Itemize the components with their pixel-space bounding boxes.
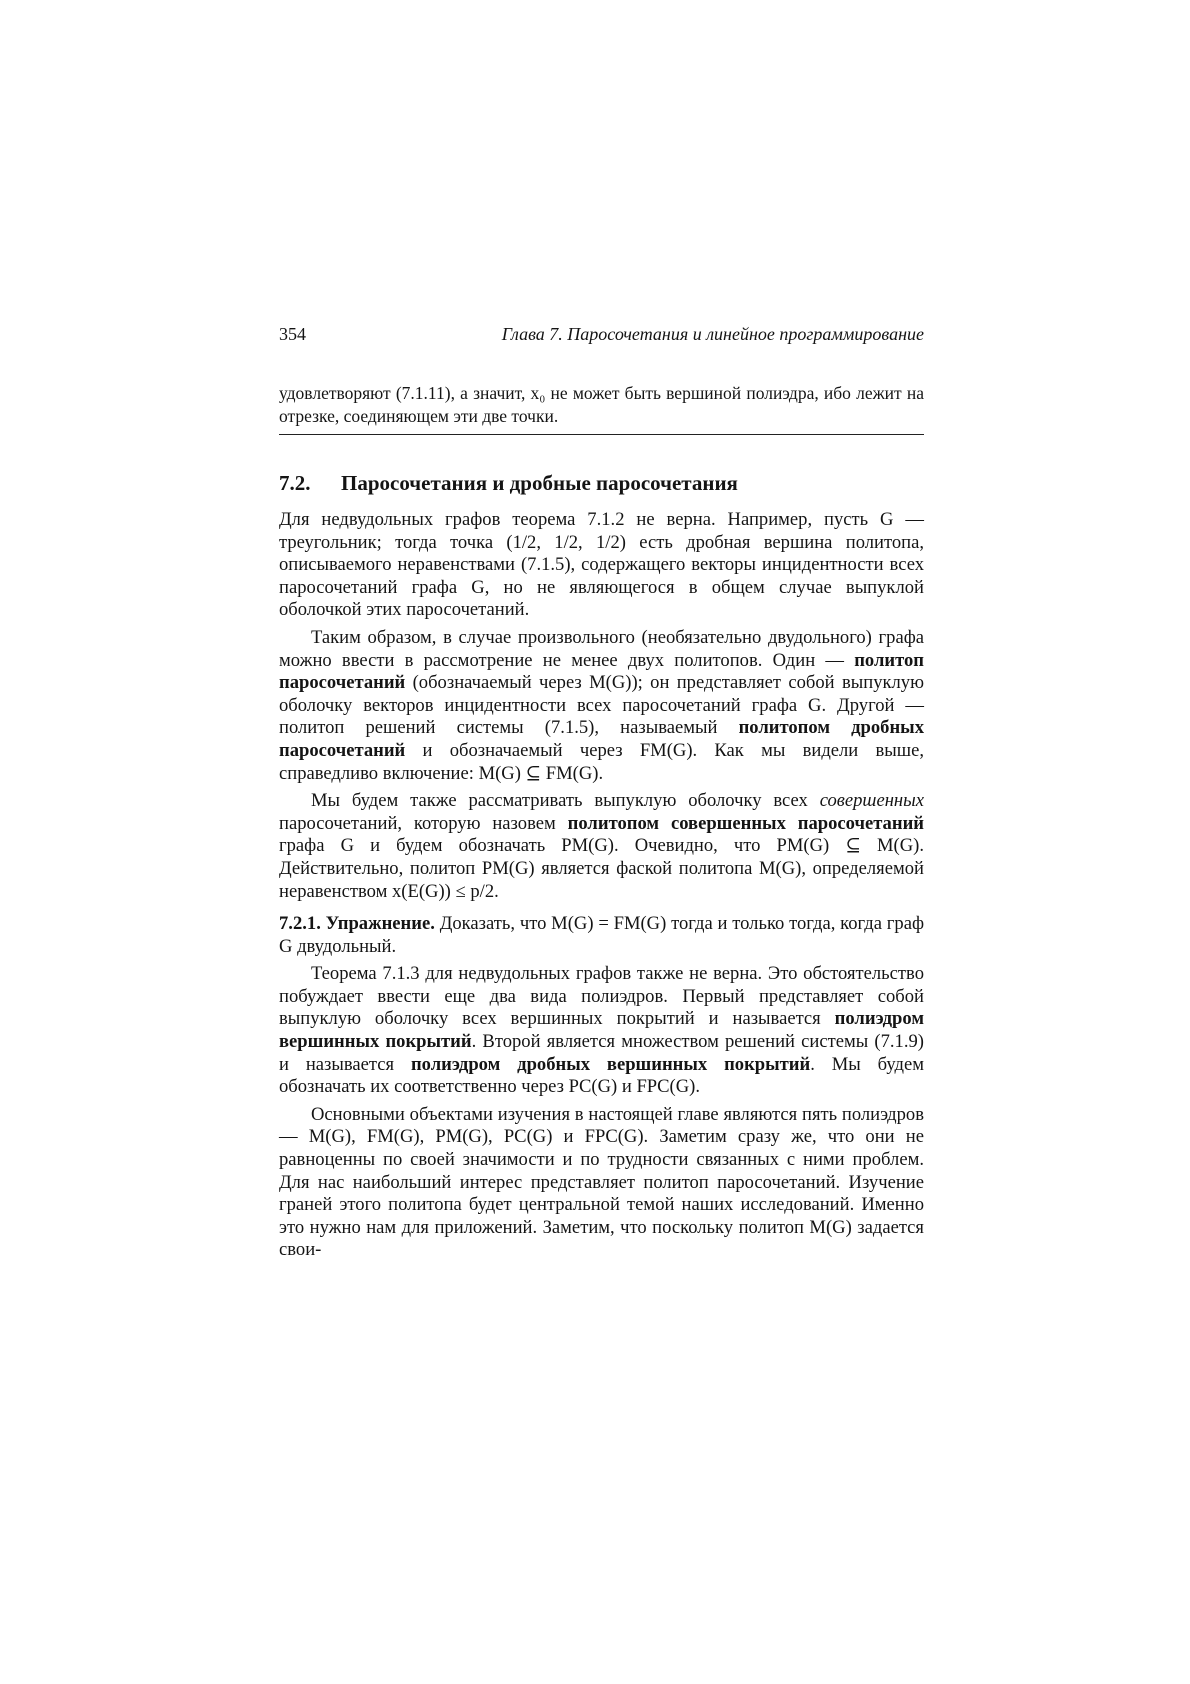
page-number: 354 [279, 324, 306, 344]
term-perfect-matching-polytope: политопом совершенных паросочетаний [567, 812, 924, 834]
paragraph-4 [279, 963, 924, 1099]
paragraph-5: Основными объектами изучения в настоящей главе являются пять полиэдров — M(G), FM(G), PM(G), PC(G) и FPC(G). Заметим сразу же, что они не равноценны по своей значимости и по трудности связанных с ними проблем. Для нас наибольший интерес представляет политоп паросочетаний. Изучение граней этого политопа будет центральной темой наших исследований. Именно это нужно нам для приложений. Заметим, что поскольку политоп M(G) задается свои- [279, 1103, 924, 1261]
term-matching-polytope: политоп паросочетаний [279, 649, 924, 694]
paragraph-3 [279, 790, 924, 903]
running-title: Глава 7. Паросочетания и линейное программирование [501, 324, 924, 344]
exercise-text: Доказать, что M(G) = FM(G) тогда и только тогда, когда граф G двудольный. [279, 913, 924, 957]
text-run: и обозначаемый через FM(G). Как мы видели выше, справедливо включение: M(G) ⊆ FM(G). [279, 739, 924, 784]
text-run: Мы будем также рассматривать выпуклую оболочку всех [311, 790, 820, 812]
text-run: Теорема 7.1.3 для недвудольных графов также не верна. Это обстоятельство побуждает ввести еще два вида полиэдров. Первый представляет собой выпуклую оболочку всех вершинных покрытий и называется [279, 963, 924, 1030]
exercise-label: 7.2.1. Упражнение. [279, 913, 435, 935]
emphasis-perfect: совершенных [819, 790, 924, 812]
term-vertex-cover-polyhedron: полиэдром вершинных покрытий [279, 1008, 924, 1053]
exercise-paragraph [279, 913, 924, 958]
section-heading [279, 469, 924, 497]
text-run: Таким образом, в случае произвольного (необязательно двудольного) графа можно ввести в рассмотрение не менее двух политопов. Один — [279, 626, 924, 671]
book-page [279, 322, 924, 1262]
text-run: . Второй является множеством решений системы (7.1.9) и называется [279, 1031, 924, 1075]
section-body [279, 509, 924, 1262]
term-fractional-vertex-cover-polyhedron: полиэдром дробных вершинных покрытий [410, 1053, 811, 1075]
paragraph-1: Для недвудольных графов теорема 7.1.2 не верна. Например, пусть G — треугольник; тогда точка (1/2, 1/2, 1/2) есть дробная вершина политопа, описываемого неравенствами (7.1.5), содержащего векторы инцидентности всех паросочетаний графа G, но не являющегося в общем случае выпуклой оболочкой этих паросочетаний. [279, 509, 924, 621]
section-title: Паросочетания и дробные паросочетания [341, 471, 738, 495]
text-run: (обозначаемый через M(G)); он представляет собой выпуклую оболочку векторов инцидентности всех паросочетаний графа G. Другой — политоп решений системы (7.1.5), называемый [279, 672, 924, 739]
text-run: . Мы будем обозначать их соответственно через PC(G) и FPC(G). [279, 1053, 925, 1098]
text-run: паросочетаний, которую назовем [279, 812, 568, 834]
section-number: 7.2. [279, 471, 311, 495]
divider-rule [279, 434, 924, 435]
text-run: графа G и будем обозначать PM(G). Очевидно, что PM(G) ⊆ M(G). Действительно, политоп PM(G) является фаской политопа M(G), определяемой неравенством x(E(G)) ≤ p/2. [279, 835, 924, 902]
paragraph-2 [279, 627, 924, 785]
page-header [279, 322, 924, 346]
intro-paragraph: удовлетворяют (7.1.11), а значит, x₀ не может быть вершиной полиэдра, ибо лежит на отрезке, соединяющем эти две точки. [279, 383, 924, 426]
term-fractional-matching-polytope: политопом дробных паросочетаний [279, 717, 924, 761]
